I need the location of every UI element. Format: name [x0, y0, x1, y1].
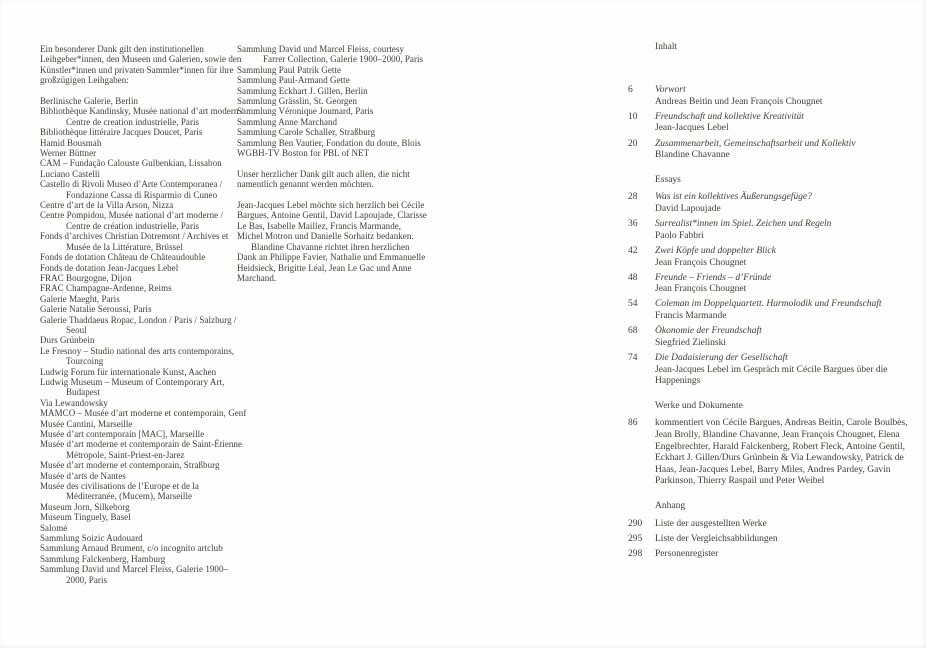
lender-item: Le Fresnoy – Studio national des arts contemporains, Tourcoing [40, 345, 235, 367]
lender-item: WGBH-TV Boston for PBL of NET [237, 148, 370, 159]
toc-entry [628, 219, 914, 242]
lender-item: Sammlung Eckhart J. Gillen, Berlin [237, 85, 368, 96]
toc-entry [628, 519, 914, 531]
toc-entry-title: Ökonomie der Freundschaft [655, 326, 762, 337]
lender-item: Sammlung Falckenberg, Hamburg [40, 553, 166, 564]
toc-entry-text: Jean-Jacques Lebel im Gespräch mit Cécile Bargues über die Happenings [655, 364, 888, 387]
lender-item: Galerie Maeght, Paris [40, 293, 120, 304]
lender-item: Sammlung Grässlin, St. Georgen [237, 96, 358, 107]
toc-entry-text: Liste der ausgestellten Werke [655, 518, 767, 529]
toc-entry-content [655, 299, 914, 322]
contents-heading: Inhalt [655, 42, 678, 52]
toc-page-number: 298 [628, 548, 643, 559]
toc-entry-content [655, 549, 914, 561]
thanks-paragraph: Jean-Jacques Lebel möchte sich herzlich bei Cécile Bargues, Antoine Gentil, David Lapoujade, Clarisse Le Bas, Isabelle Maillez, Francis Marmande, Michel Motron und Danielle Sorhaitz bedanken. [237, 200, 427, 242]
lender-item: Musée d’arts de Nantes [40, 470, 126, 481]
toc-entry-text: kommentiert von Cécile Bargues, Andreas Beitin, Carole Boulbès, Jean Brolly, Blandine Chavanne, Jean François Chougnet, Elena Engelbrechter, Harald Falckenberg, Robert Fleck, Antoine Gentil, Eckhart J. Gillen/Durs Grünbein & Via Lewandowsky, Patrick de Haas, Jean-Jacques Lebel, Barry Miles, Andres Pardey, Gavin Parkinson, Thierry Raspail und Peter Weibel [655, 418, 908, 487]
lender-item: Musée d’art contemporain [MAC], Marseille [40, 429, 205, 440]
lender-item: Durs Grünbein [40, 335, 95, 346]
toc-entry-text: Jean François Chougnet [655, 284, 747, 295]
acknowledgments-intro: Ein besonderer Dank gilt den institutionellen Leihgeber*innen, den Museen und Galerien, sowie den Künstler*innen und privaten Sammler*innen für ihre großzügigen Leihgaben: [40, 44, 242, 86]
toc-entry [628, 273, 914, 296]
toc-entry-content [655, 519, 914, 531]
toc-entry-title: Vorwort [655, 85, 686, 95]
toc-entry [628, 353, 914, 388]
toc-entry-text: David Lapoujade [655, 203, 721, 214]
lender-item: Museum Tinguely, Basel [40, 512, 131, 523]
lenders-list-2 [237, 44, 427, 158]
toc-page-number: 54 [628, 299, 638, 310]
lender-item: Luciano Castelli [40, 168, 101, 179]
acknowledgments-column-2 [237, 44, 427, 283]
lender-item: Werner Büttner [40, 148, 97, 159]
lender-item: Sammlung Paul Patrik Gette [237, 64, 342, 75]
lender-item: Hamid Bousmah [40, 137, 102, 148]
lender-item: Sammlung David und Marcel Fleiss, Galerie 1900–2000, Paris [40, 564, 229, 585]
toc-entry-text: Paolo Fabbri [655, 230, 704, 241]
lender-item: Salomé [40, 522, 68, 533]
lender-item: Sammlung Véronique Joumard, Paris [237, 106, 374, 117]
lender-item: Musée Cantini, Marseille [40, 418, 133, 429]
toc-entry [628, 418, 914, 488]
toc-page-number: 36 [628, 219, 638, 230]
toc-entry-content [655, 534, 914, 546]
toc-page-number: 295 [628, 533, 643, 544]
lender-item: Centre d’art de la Villa Arson, Nizza [40, 200, 174, 211]
lender-item: Sammlung Paul-Armand Gette [237, 75, 350, 86]
lender-item: MAMCO – Musée d’art moderne et contemporain, Genf [40, 408, 247, 419]
toc-entry-title: Zusammenarbeit, Gemeinschaftsarbeit und Kollektiv [655, 138, 856, 149]
toc-entry-title: Freunde – Friends – d’Fründe [655, 272, 772, 283]
toc-page-number: 28 [628, 192, 638, 203]
lender-item: Musée d’art moderne et contemporain de Saint-Étienne Métropole, Saint-Priest-en-Jarez [40, 439, 243, 460]
toc-entry [628, 299, 914, 322]
lender-item: Via Lewandowsky [40, 397, 108, 408]
toc-section-heading: Anhang [655, 500, 686, 511]
toc-entry-content [655, 353, 914, 388]
lender-item: FRAC Bourgogne, Dijon [40, 272, 132, 283]
toc-entry [628, 192, 914, 215]
toc-entry-text: Jean François Chougnet [655, 257, 747, 268]
toc-page-number: 86 [628, 418, 638, 429]
toc-entry [628, 112, 914, 135]
toc-entry [628, 246, 914, 269]
toc-entry-text: Jean-Jacques Lebel [655, 123, 729, 134]
lender-item: Fonds d’archives Christian Dotremont / Archives et Musée de la Littérature, Brüssel [40, 231, 229, 252]
lender-item: Musée d’art moderne et contemporain, Straßburg [40, 460, 220, 471]
lender-item: Galerie Thaddaeus Ropac, London / Paris / Salzburg / Seoul [40, 314, 237, 335]
toc-entry-content [655, 139, 914, 162]
table-of-contents [628, 85, 914, 564]
toc-entry-content [655, 192, 914, 215]
lender-item: Sammlung David und Marcel Fleiss, courtesy Farrer Collection, Galerie 1900–2000, Paris [237, 44, 424, 65]
thanks-paragraph: Unser herzlicher Dank gilt auch allen, die nicht namentlich genannt werden möchten. [237, 168, 410, 190]
toc-entry-title: Was ist ein kollektives Äußerungsgefüge? [655, 192, 812, 203]
toc-entry-text: Andreas Beitin und Jean François Chougnet [655, 96, 823, 107]
lender-item: Fonds de dotation Jean-Jacques Lebel [40, 262, 179, 273]
toc-entry-text: Francis Marmande [655, 311, 727, 322]
lender-item: Sammlung Arnaud Brument, c/o incognito artclub [40, 543, 223, 554]
toc-section-heading: Werke und Dokumente [655, 400, 743, 411]
lender-item: Sammlung Anne Marchand [237, 116, 338, 127]
lender-item: Musée des civilisations de l’Europe et de la Méditerranée, (Mucem), Marseille [40, 481, 199, 502]
toc-entry-title: Freundschaft und kollektive Kreativität [655, 111, 804, 122]
toc-page-number: 290 [628, 518, 643, 529]
lender-item: Galerie Natalie Seroussi, Paris [40, 304, 152, 315]
lender-item: CAM – Fundação Calouste Gulbenkian, Lissabon [40, 158, 222, 169]
toc-page-number: 20 [628, 138, 638, 149]
lender-item: Bibliothèque littéraire Jacques Doucet, Paris [40, 127, 203, 138]
lender-item: Ludwig Forum für internationale Kunst, Aachen [40, 366, 217, 377]
toc-page-number: 10 [628, 111, 638, 122]
toc-page-number: 6 [628, 85, 633, 95]
lender-item: Centre Pompidou, Musée national d’art moderne / Centre de création industrielle, Paris [40, 210, 224, 231]
toc-entry-title: Die Dadaisierung der Gesellschaft [655, 353, 788, 364]
lender-item: Ludwig Museum – Museum of Contemporary Art, Budapest [40, 376, 225, 398]
toc-entry [628, 549, 914, 561]
toc-entry-title: Zwei Köpfe und doppelter Blick [655, 245, 776, 256]
toc-entry [628, 326, 914, 349]
toc-entry-content [655, 246, 914, 269]
toc-entry-title: Coleman im Doppelquartett. Harmolodik und Freundschaft [655, 299, 882, 310]
lender-item: Fonds de dotation Château de Châteaudouble [40, 252, 206, 263]
toc-entry-content [655, 219, 914, 242]
toc-entry [628, 85, 914, 108]
toc-entry-content [655, 326, 914, 349]
toc-section-heading: Essays [655, 174, 681, 185]
lender-item: Bibliothèque Kandinsky, Musée national d’art modern / Centre de creation industrielle, Paris [40, 106, 244, 127]
lender-item: Sammlung Ben Vautier, Fondation du doute, Blois [237, 137, 421, 148]
toc-entry-text: Personenregister [655, 548, 719, 559]
lender-item: Sammlung Soizic Audouard [40, 533, 143, 544]
toc-page-number: 48 [628, 272, 638, 283]
toc-entry [628, 534, 914, 546]
toc-entry-content [655, 112, 914, 135]
toc-entry-content [655, 418, 914, 488]
toc-entry [628, 139, 914, 162]
lender-item: Museum Jorn, Silkeborg [40, 501, 130, 512]
toc-page-number: 42 [628, 245, 638, 256]
lender-item: Sammlung Carole Schaller, Straßburg [237, 127, 376, 138]
toc-page-number: 74 [628, 353, 638, 364]
toc-entry-text: Siegfried Zielinski [655, 337, 726, 348]
toc-entry-text: Liste der Vergleichsabbildungen [655, 533, 778, 544]
lender-item: FRAC Champagne-Ardenne, Reims [40, 283, 172, 294]
toc-entry-content [655, 85, 914, 108]
special-thanks [237, 169, 427, 283]
acknowledgments-column-1 [40, 44, 248, 585]
lender-item: Castello di Rivoli Museo d’Arte Contemporanea / Fondazione Cassa di Risparmio di Cuneo [40, 179, 223, 200]
toc-entry-text: Blandine Chavanne [655, 150, 730, 161]
toc-entry-content [655, 273, 914, 296]
thanks-paragraph: Blandine Chavanne richtet ihren herzlichen Dank an Philippe Favier, Nathalie und Emmanuelle Heidsieck, Brigitte Léal, Jean Le Gac und Anne Marchand. [237, 241, 426, 283]
toc-page-number: 68 [628, 326, 638, 337]
lenders-list-1 [40, 96, 248, 585]
toc-entry-title: Surrealist*innen im Spiel. Zeichen und Regeln [655, 219, 832, 230]
lender-item: Berlinische Galerie, Berlin [40, 96, 139, 107]
